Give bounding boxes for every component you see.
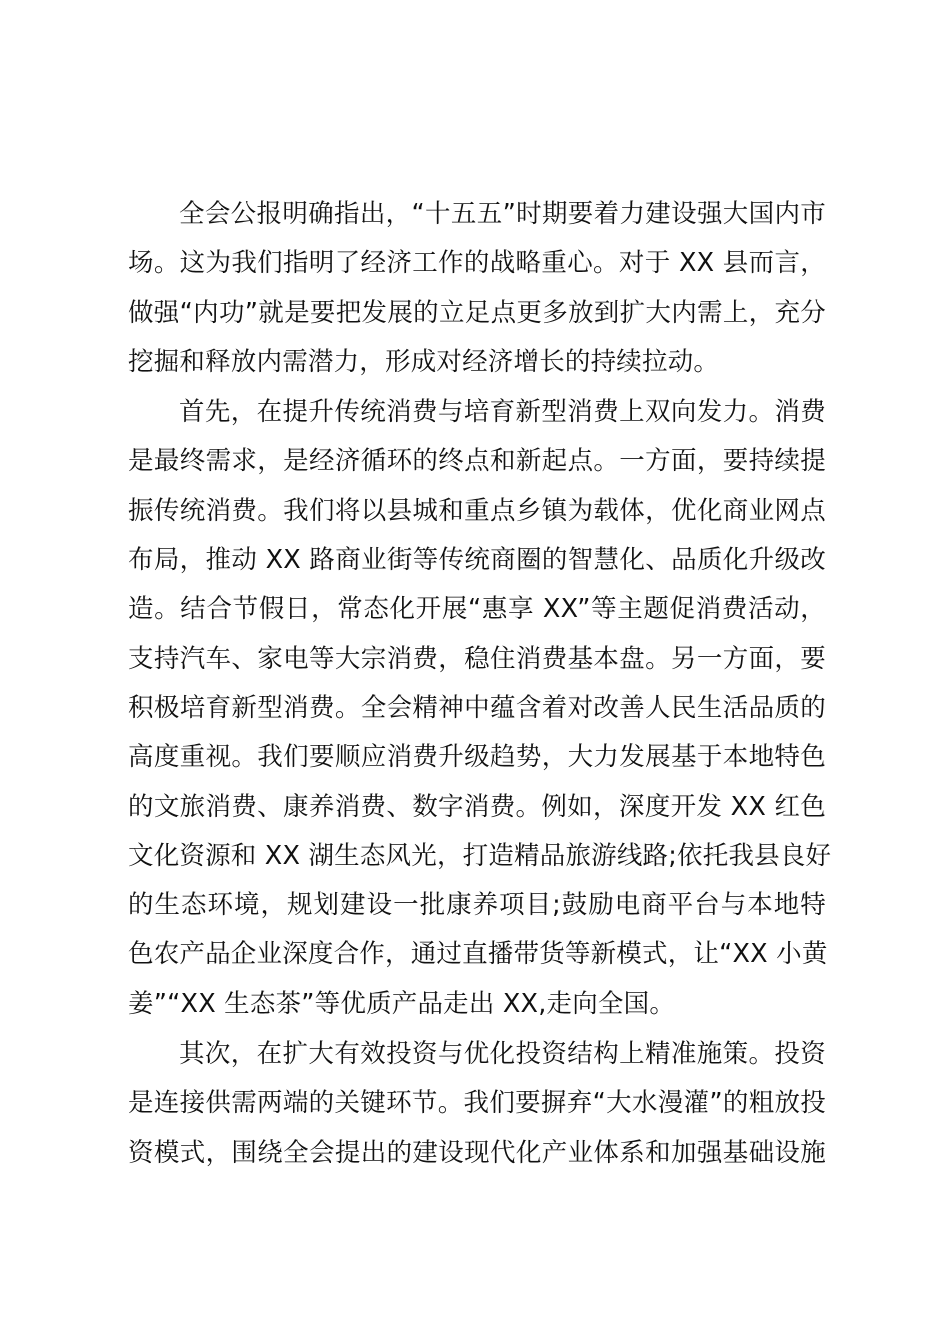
text-line: 姜”“XX 生态茶”等优质产品走出 XX,走向全国。 — [128, 988, 676, 1019]
text-line: 是最终需求，是经济循环的终点和新起点。一方面，要持续提 — [128, 446, 826, 477]
text-line: 振传统消费。我们将以县城和重点乡镇为载体，优化商业网点 — [128, 495, 826, 526]
text-line: 全会公报明确指出，“十五五”时期要着力建设强大国内市 — [179, 199, 826, 229]
text-line: 的生态环境，规划建设一批康养项目;鼓励电商平台与本地特 — [128, 890, 826, 921]
text-line: 色农产品企业深度合作，通过直播带货等新模式，让“XX 小黄 — [128, 939, 828, 970]
text-line: 文化资源和 XX 湖生态风光，打造精品旅游线路;依托我县良好 — [128, 840, 832, 871]
text-line: 积极培育新型消费。全会精神中蕴含着对改善人民生活品质的 — [128, 692, 826, 723]
text-line: 资模式，围绕全会提出的建设现代化产业体系和加强基础设施 — [128, 1137, 826, 1168]
text-line: 场。这为我们指明了经济工作的战略重心。对于 XX 县而言， — [128, 248, 826, 279]
text-line: 布局，推动 XX 路商业街等传统商圈的智慧化、品质化升级改 — [128, 545, 826, 576]
text-line: 是连接供需两端的关键环节。我们要摒弃“大水漫灌”的粗放投 — [128, 1088, 826, 1119]
paragraph-consumption — [128, 388, 832, 1029]
text-line: 支持汽车、家电等大宗消费，稳住消费基本盘。另一方面，要 — [128, 643, 826, 674]
text-line: 的文旅消费、康养消费、数字消费。例如，深度开发 XX 红色 — [128, 791, 826, 822]
document-body — [128, 190, 832, 1178]
text-line: 其次，在扩大有效投资与优化投资结构上精准施策。投资 — [179, 1039, 826, 1070]
text-line: 首先，在提升传统消费与培育新型消费上双向发力。消费 — [179, 397, 826, 428]
text-line: 造。结合节假日，常态化开展“惠享 XX”等主题促消费活动， — [128, 594, 826, 625]
paragraph-domestic-market — [128, 190, 826, 387]
text-line: 挖掘和释放内需潜力，形成对经济增长的持续拉动。 — [128, 346, 720, 377]
text-line: 高度重视。我们要顺应消费升级趋势，大力发展基于本地特色 — [128, 742, 826, 773]
text-line: 做强“内功”就是要把发展的立足点更多放到扩大内需上，充分 — [128, 297, 826, 328]
paragraph-investment — [128, 1030, 826, 1178]
